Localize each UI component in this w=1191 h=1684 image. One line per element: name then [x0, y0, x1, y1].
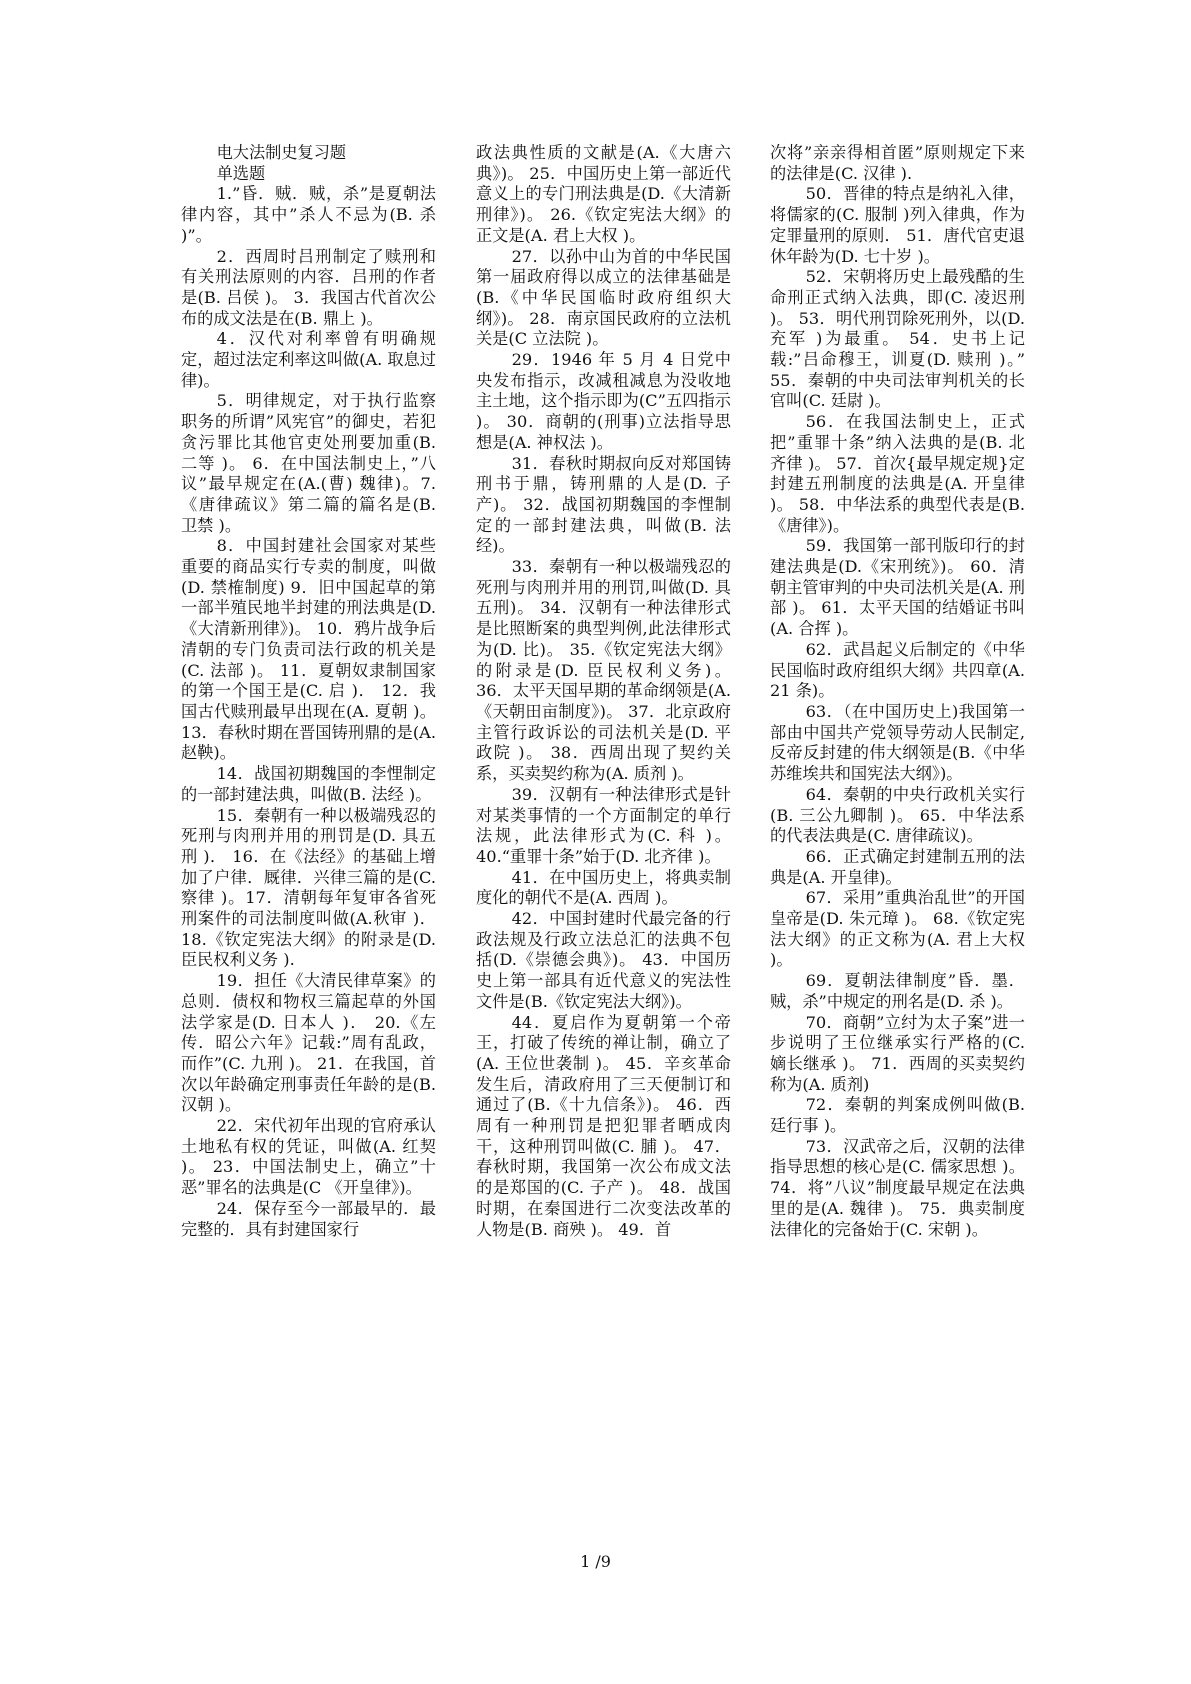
- paragraph: 电大法制史复习题: [216, 143, 347, 162]
- paragraph: 52．宋朝将历史上最残酷的生命刑正式纳入法典，即(C. 凌迟刑 )。 53．明代刑罚除死刑外，以(D. 充军 )为最重。 54．史书上记载:”吕命穆王，训夏(D. 赎刑 )。” 55．秦朝的中央司法审判机关的长官叫(C. 廷尉 )。: [770, 267, 1025, 411]
- paragraph: 72．秦朝的判案成例叫做(B. 廷行事 )。: [770, 1095, 1025, 1136]
- paragraph: 59．我国第一部刊版印行的封建法典是(D.《宋刑统》)。 60．清朝主管审判的中央司法机关是(A. 刑部 )。 61．太平天国的结婚证书叫(A. 合挥 )。: [770, 536, 1025, 639]
- page-number: 1 /9: [580, 1552, 611, 1571]
- paragraph: 1.”昏．贼．贼，杀”是夏朝法律内容，其中”杀人不忌为(B. 杀 )”。: [181, 184, 436, 245]
- paragraph: 63．（在中国历史上)我国第一部由中国共产党领导劳动人民制定,反帝反封建的伟大纲领是(B.《中华苏维埃共和国宪法大纲》)。: [770, 701, 1025, 784]
- paragraph: 5．明律规定，对于执行监察职务的所谓”风宪官”的御史，若犯贪污罪比其他官吏处刑要加重(B. 二等 )。 6．在中国法制史上，”八议”最早规定在(A.(曹) 魏律)。7.《唐律疏议》第二篇的篇名是(B. 卫禁 )。: [181, 391, 436, 535]
- paragraph: 66．正式确定封建制五刑的法典是(A. 开皇律)。: [770, 846, 1025, 887]
- paragraph: 41．在中国历史上，将典卖制度化的朝代不是(A. 西周 )。: [476, 867, 731, 908]
- paragraph: 42．中国封建时代最完备的行政法规及行政立法总汇的法典不包括(D.《崇德会典》)。 43．中国历史上第一部具有近代意义的宪法性文件是(B.《钦定宪法大纲》)。: [476, 909, 731, 1011]
- paragraph: 29．1946 年 5 月 4 日党中央发布指示，改减租减息为没收地主土地，这个指示即为(C”五四指示 )。 30．商朝的(刑事)立法指导思想是(A. 神权法 )。: [476, 350, 731, 452]
- paragraph: 69．夏朝法律制度”昏．墨．贼，杀”中规定的刑名是(D. 杀 )。: [770, 971, 1025, 1011]
- paragraph: 政法典性质的文献是(A.《大唐六典》)。 25．中国历史上第一部近代意义上的专门刑法典是(D.《大清新刑律》)。 26.《钦定宪法大纲》的正文是(A. 君上大权 )。: [476, 143, 731, 245]
- paragraph: 次将”亲亲得相首匿”原则规定下来的法律是(C. 汉律 ).: [770, 143, 1025, 183]
- paragraph: 70．商朝”立纣为太子案”进一步说明了王位继承实行严格的(C. 嫡长继承 )。 71．西周的买卖契约称为(A. 质剂): [770, 1012, 1025, 1094]
- text-column-2: [476, 143, 731, 1240]
- paragraph: 19．担任《大清民律草案》的总则．债权和物权三篇起草的外国法学家是(D. 日本人 )． 20.《左传．昭公六年》记载:”周有乱政，而作”(C. 九刑 )。 21．在我国，首次以年龄确定刑事责任年龄的是(B. 汉朝 )。: [181, 971, 436, 1115]
- paragraph: 64．秦朝的中央行政机关实行(B. 三公九卿制 )。 65．中华法系的代表法典是(C. 唐律疏议)。: [770, 784, 1025, 846]
- paragraph: 33．秦朝有一种以极端残忍的死刑与肉刑并用的刑罚,叫做(D. 具五刑)。 34．汉朝有一种法律形式是比照断案的典型判例,此法律形式为(D. 比)。 35.《钦定宪法大纲》的附录是(D. 臣民权利义务)。 36．太平天国早期的革命纲领是(A.《天朝田亩制度》)。 37．北京政府主管行政诉讼的司法机关是(D. 平政院 )。 38．西周出现了契约关系，买卖契约称为(A. 质剂 )。: [476, 557, 731, 784]
- paragraph: 62．武昌起义后制定的《中华民国临时政府组织大纲》共四章(A. 21 条)。: [770, 639, 1025, 701]
- text-column-3: [770, 143, 1025, 1240]
- paragraph: 44．夏启作为夏朝第一个帝王，打破了传统的禅让制，确立了(A. 王位世袭制 )。 45．辛亥革命发生后，清政府用了三天便制订和通过了(B.《十九信条》)。 46．西周有一种刑罚是把犯罪者晒成肉干，这种刑罚叫做(C. 脯 )。 47．春秋时期，我国第一次公布成文法的是郑国的(C. 子产 )。 48．战国时期，在秦国进行二次变法改革的人物是(B. 商殃 )。 49．首: [476, 1012, 731, 1239]
- paragraph: 4．汉代对利率曾有明确规定，超过法定利率这叫做(A. 取息过律)。: [181, 329, 436, 390]
- paragraph: 67．采用”重典治乱世”的开国皇帝是(D. 朱元璋 )。 68.《钦定宪法大纲》的正文称为(A. 君上大权 )。: [770, 888, 1025, 970]
- paragraph: 14．战国初期魏国的李悝制定的一部封建法典，叫做(B. 法经 )。: [181, 764, 436, 804]
- text-column-1: [181, 143, 436, 1240]
- paragraph: 73．汉武帝之后，汉朝的法律指导思想的核心是(C. 儒家思想 )。 74．将”八议”制度最早规定在法典里的是(A. 魏律 )。 75．典卖制度法律化的完备始于(C. 宋朝 )。: [770, 1136, 1025, 1239]
- paragraph: 单选题: [216, 163, 266, 183]
- paragraph: 15．秦朝有一种以极端残忍的死刑与肉刑并用的刑罚是(D. 具五刑 )． 16．在《法经》的基础上增加了户律．厩律．兴律三篇的是(C. 察律 )。17．清朝每年复审各省死刑案件的司法制度叫做(A.秋审 )． 18.《钦定宪法大纲》的附录是(D. 臣民权利义务 ).: [181, 805, 436, 970]
- paragraph: 8．中国封建社会国家对某些重要的商品实行专卖的制度，叫做(D. 禁榷制度) 9．旧中国起草的第一部半殖民地半封建的刑法典是(D.《大清新刑律》)。 10．鸦片战争后清朝的专门负责司法行政的机关是(C. 法部 )。 11．夏朝奴隶制国家的第一个国王是(C. 启 )． 12．我国古代赎刑最早出现在(A. 夏朝 )。 13．春秋时期在晋国铸刑鼎的是(A. 赵鞅)。: [181, 536, 436, 763]
- paragraph: 56．在我国法制史上，正式把”重罪十条”纳入法典的是(B. 北齐律 )。 57．首次{最早规定规}定封建五刑制度的法典是(A. 开皇律 )。 58．中华法系的典型代表是(B.《唐律》)。: [770, 412, 1025, 535]
- paragraph: 27．以孙中山为首的中华民国第一届政府得以成立的法律基础是(B.《中华民国临时政府组织大纲》)。 28．南京国民政府的立法机关是(C 立法院 )。: [476, 246, 731, 349]
- paragraph: 2．西周时吕刑制定了赎刑和有关刑法原则的内容．吕刑的作者是(B. 吕侯 )。 3．我国古代首次公布的成文法是在(B. 鼎上 )。: [181, 246, 436, 328]
- paragraph: 50．晋律的特点是纳礼入律，将儒家的(C. 服制 )列入律典，作为定罪量刑的原则． 51．唐代官吏退休年龄为(D. 七十岁 )。: [770, 184, 1025, 266]
- paragraph: 31．春秋时期叔向反对郑国铸刑书于鼎，铸刑鼎的人是(D. 子产)。 32．战国初期魏国的李悝制定的一部封建法典，叫做(B. 法经)。: [476, 453, 731, 556]
- paragraph: 24．保存至今一部最早的．最完整的．具有封建国家行: [181, 1198, 436, 1239]
- paragraph: 22．宋代初年出现的官府承认土地私有权的凭证，叫做(A. 红契 )。 23．中国法制史上，确立”十恶”罪名的法典是(C 《开皇律》)。: [181, 1116, 436, 1198]
- paragraph: 39．汉朝有一种法律形式是针对某类事情的一个方面制定的单行法规，此法律形式为(C. 科 )。 40.“重罪十条”始于(D. 北齐律 )。: [476, 784, 731, 866]
